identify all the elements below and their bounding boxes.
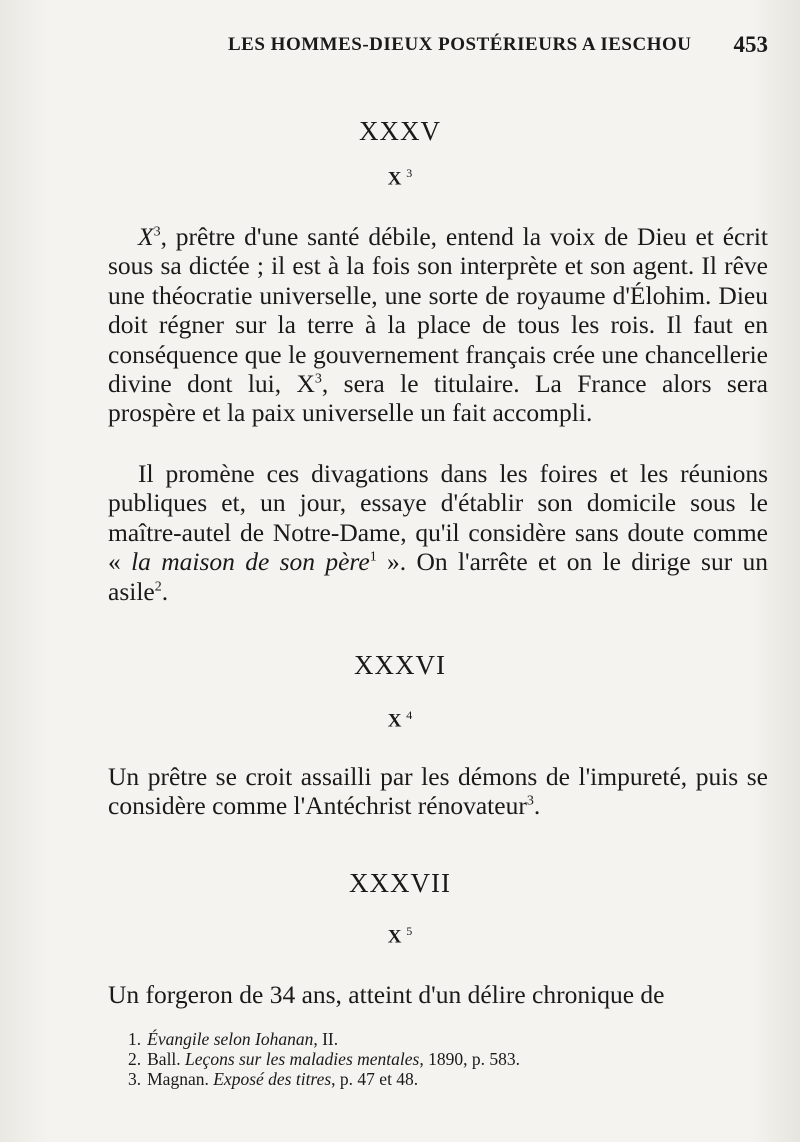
page-number: 453 bbox=[733, 32, 768, 57]
paragraph: $X^3$, prêtre d'une santé débile, entend la voix de Dieu et écrit sous sa dictée ; il est à la fois son interprète et son agent. Il rêve une théocratie universelle, une sorte de royaume d'Élohim. Dieu doit régner sur la terre à la place de tous les rois. Il faut en conséquence que le gouvernement français crée une chancellerie divine dont lui, $X^3$, sera le titulaire. La France alors sera prospère et la paix universelle un fait accompli. bbox=[108, 222, 768, 428]
section-subject: X $^3$ bbox=[387, 166, 413, 190]
paragraph: Un forgeron de 34 ans, atteint d'un délire chronique de bbox=[108, 980, 665, 1009]
footnote: 3. Magnan. Exposé des titres, p. 47 et 48. bbox=[128, 1069, 419, 1089]
paragraph: Un prêtre se croit assailli par les démons de l'impureté, puis se considère comme l'Antéchrist rénovateur$^3$. bbox=[108, 762, 768, 821]
running-title: LES HOMMES-DIEUX POSTÉRIEURS A IESCHOU bbox=[228, 34, 692, 55]
footnote: 1. Évangile selon Iohanan, II. bbox=[128, 1029, 339, 1049]
running-head bbox=[108, 30, 768, 62]
section-subject: X $^5$ bbox=[387, 924, 413, 948]
footnotes bbox=[128, 1029, 768, 1089]
section-heading: XXXVI bbox=[354, 650, 446, 680]
section-heading: XXXVII bbox=[349, 868, 451, 898]
footnote: 2. Ball. Leçons sur les maladies mentales, 1890, p. 583. bbox=[128, 1049, 520, 1069]
paragraph: Il promène ces divagations dans les foires et les réunions publiques et, un jour, essaye d'établir son domicile sous le maître-autel de Notre-Dame, qu'il considère sans doute comme « la maison de son père$^1$ ». On l'arrête et on le dirige sur un asile$^2$. bbox=[108, 459, 769, 606]
section-heading: XXXV bbox=[359, 116, 441, 146]
section-subject: X $^4$ bbox=[387, 708, 413, 732]
